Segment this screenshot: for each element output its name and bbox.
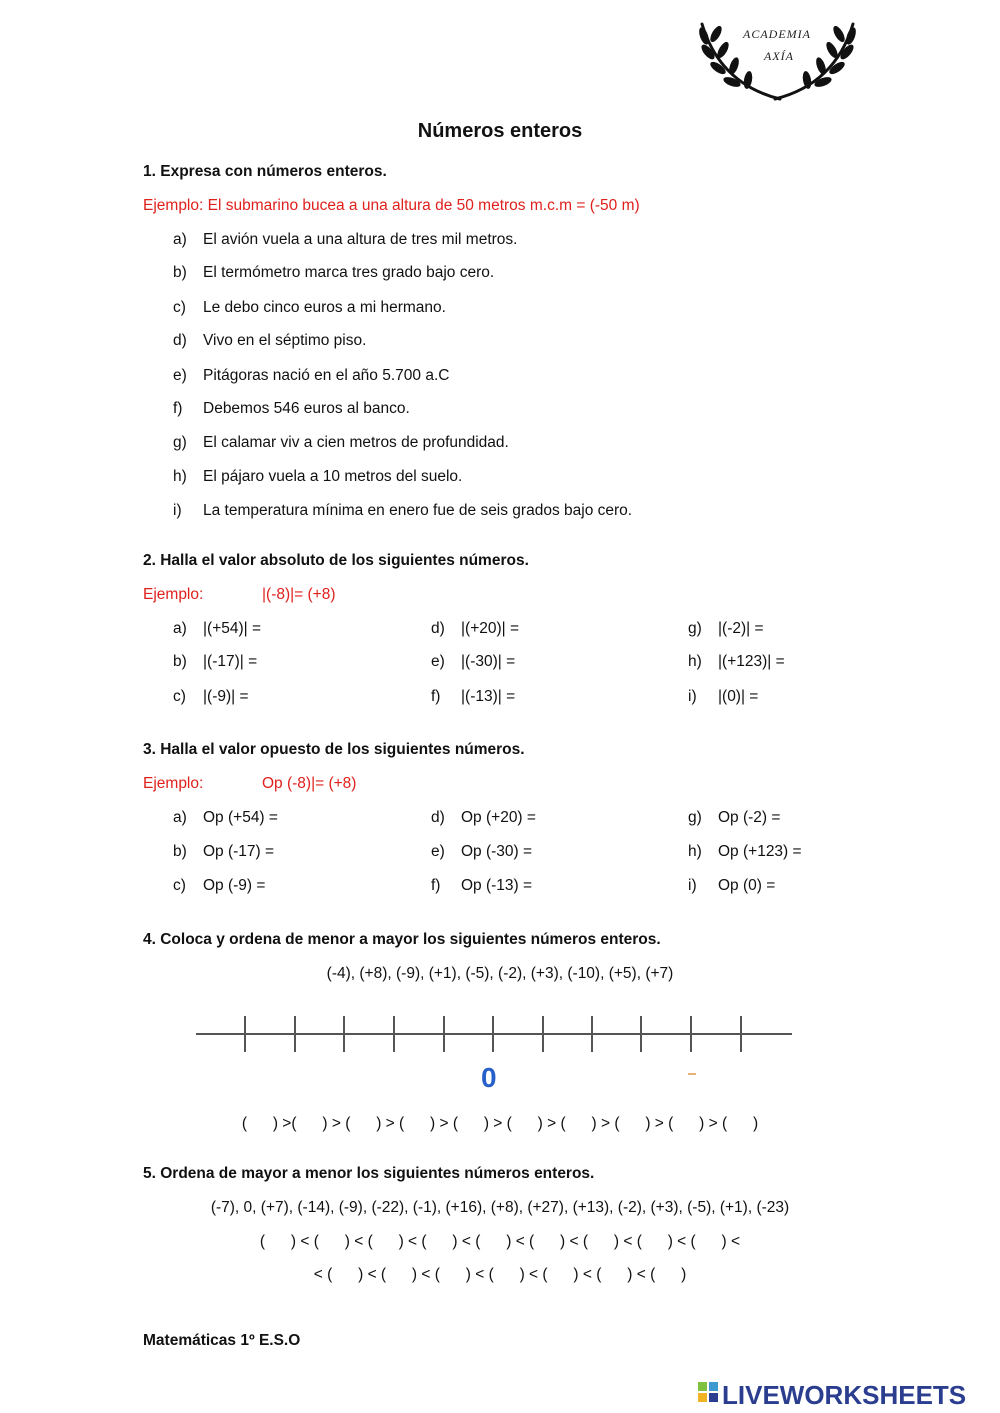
s1-item-e bbox=[173, 367, 449, 385]
section5-numbers: (-7), 0, (+7), (-14), (-9), (-22), (-1), (+16), (+8), (+27), (+13), (-2), (+3), (-5), (+1), (-23) bbox=[210, 1199, 790, 1216]
section2-example-label: Ejemplo: bbox=[143, 586, 204, 603]
item-letter: i) bbox=[688, 877, 697, 894]
section4-numbers: (-4), (+8), (-9), (+1), (-5), (-2), (+3), (-10), (+5), (+7) bbox=[326, 965, 674, 982]
section3-title: 3. Halla el valor opuesto de los siguientes números. bbox=[143, 741, 525, 758]
item-text: |(+20)| = bbox=[461, 620, 520, 637]
s1-item-h bbox=[173, 468, 462, 486]
item-letter: e) bbox=[431, 653, 445, 670]
item-letter: d) bbox=[431, 809, 445, 826]
item-letter: f) bbox=[431, 688, 441, 705]
item-text: Op (-30) = bbox=[461, 843, 533, 860]
item-text: |(-17)| = bbox=[203, 653, 258, 670]
item-text: Op (-17) = bbox=[203, 843, 275, 860]
item-letter: a) bbox=[173, 231, 187, 248]
liveworksheets-watermark bbox=[696, 1376, 996, 1410]
section3-example-value: Op (-8)|= (+8) bbox=[262, 775, 357, 792]
s3-item-i bbox=[688, 877, 775, 895]
section1-title: 1. Expresa con números enteros. bbox=[143, 163, 387, 180]
s2-item-f bbox=[431, 688, 515, 706]
item-text: Op (-9) = bbox=[203, 877, 266, 894]
footer: Matemáticas 1º E.S.O bbox=[143, 1332, 301, 1349]
section4-title: 4. Coloca y ordena de menor a mayor los siguientes números enteros. bbox=[143, 931, 661, 948]
item-letter: i) bbox=[173, 502, 182, 519]
section5-order-line2: < ( ) < ( ) < ( ) < ( ) < ( ) < ( ) < ( ) bbox=[313, 1266, 687, 1283]
s1-item-b bbox=[173, 264, 494, 282]
item-text: El pájaro vuela a 10 metros del suelo. bbox=[203, 468, 463, 485]
zero-label: 0 bbox=[481, 1062, 497, 1093]
watermark-text: LIVEWORKSHEETS bbox=[722, 1380, 967, 1410]
item-letter: h) bbox=[688, 653, 702, 670]
item-text: Op (+123) = bbox=[718, 843, 802, 860]
s1-item-d bbox=[173, 332, 366, 350]
item-text: |(-2)| = bbox=[718, 620, 764, 637]
item-text: |(-30)| = bbox=[461, 653, 516, 670]
s3-item-f bbox=[431, 877, 532, 895]
logo-line2: AXÍA bbox=[764, 49, 794, 63]
page-title: Números enteros bbox=[417, 120, 583, 142]
item-text: |(-9)| = bbox=[203, 688, 249, 705]
item-text: Debemos 546 euros al banco. bbox=[203, 400, 410, 417]
item-text: |(0)| = bbox=[718, 688, 759, 705]
item-text: Op (-13) = bbox=[461, 877, 533, 894]
section5-title: 5. Ordena de mayor a menor los siguientes números enteros. bbox=[143, 1165, 595, 1182]
item-letter: i) bbox=[688, 688, 697, 705]
item-text: La temperatura mínima en enero fue de seis grados bajo cero. bbox=[203, 502, 633, 519]
s1-item-g bbox=[173, 434, 509, 452]
item-letter: b) bbox=[173, 843, 187, 860]
item-letter: a) bbox=[173, 620, 187, 637]
item-text: Op (+54) = bbox=[203, 809, 278, 826]
item-text: Vivo en el séptimo piso. bbox=[203, 332, 367, 349]
item-letter: g) bbox=[688, 809, 702, 826]
item-text: |(+54)| = bbox=[203, 620, 262, 637]
s3-item-e bbox=[431, 843, 532, 861]
s3-item-a bbox=[173, 809, 278, 827]
item-text: |(-13)| = bbox=[461, 688, 516, 705]
s2-item-i bbox=[688, 688, 758, 706]
item-text: Op (+20) = bbox=[461, 809, 536, 826]
s2-item-h bbox=[688, 653, 785, 671]
logo-line1: ACADEMIA bbox=[743, 27, 811, 41]
section2-example-value: |(-8)|= (+8) bbox=[262, 586, 336, 603]
item-text: El termómetro marca tres grado bajo cero. bbox=[203, 264, 495, 281]
item-letter: d) bbox=[431, 620, 445, 637]
item-text: |(+123)| = bbox=[718, 653, 785, 670]
item-text: Op (0) = bbox=[718, 877, 776, 894]
number-line bbox=[190, 1010, 800, 1060]
item-letter: a) bbox=[173, 809, 187, 826]
item-letter: g) bbox=[688, 620, 702, 637]
item-text: Le debo cinco euros a mi hermano. bbox=[203, 299, 446, 316]
section3-example-label: Ejemplo: bbox=[143, 775, 204, 792]
watermark-block bbox=[698, 1382, 707, 1391]
item-text: El avión vuela a una altura de tres mil metros. bbox=[203, 231, 518, 248]
item-letter: c) bbox=[173, 299, 186, 316]
s2-item-e bbox=[431, 653, 515, 671]
s2-item-d bbox=[431, 620, 519, 638]
s1-item-c bbox=[173, 299, 446, 317]
section1-example: Ejemplo: El submarino bucea a una altura de 50 metros m.c.m = (-50 m) bbox=[143, 197, 640, 214]
item-letter: e) bbox=[173, 367, 187, 384]
s1-item-f bbox=[173, 400, 410, 418]
item-letter: c) bbox=[173, 877, 186, 894]
s2-item-b bbox=[173, 653, 257, 671]
item-text: Op (-2) = bbox=[718, 809, 781, 826]
item-letter: e) bbox=[431, 843, 445, 860]
watermark-block bbox=[709, 1393, 718, 1402]
watermark-block bbox=[709, 1382, 718, 1391]
s2-item-g bbox=[688, 620, 764, 638]
academia-axia-logo bbox=[690, 14, 865, 104]
item-letter: f) bbox=[173, 400, 183, 417]
watermark-block bbox=[698, 1393, 707, 1402]
item-letter: h) bbox=[688, 843, 702, 860]
item-text: Pitágoras nació en el año 5.700 a.C bbox=[203, 367, 450, 384]
s3-item-g bbox=[688, 809, 780, 827]
s1-item-a bbox=[173, 231, 517, 249]
s1-item-i bbox=[173, 502, 632, 520]
s2-item-a bbox=[173, 620, 261, 638]
item-letter: f) bbox=[431, 877, 441, 894]
item-letter: g) bbox=[173, 434, 187, 451]
section5-order-line1: ( ) < ( ) < ( ) < ( ) < ( ) < ( ) < ( ) < ( ) < ( ) < bbox=[259, 1233, 741, 1250]
s3-item-d bbox=[431, 809, 536, 827]
s3-item-b bbox=[173, 843, 274, 861]
section2-title: 2. Halla el valor absoluto de los siguientes números. bbox=[143, 552, 529, 569]
item-letter: h) bbox=[173, 468, 187, 485]
item-letter: b) bbox=[173, 653, 187, 670]
stray-mark bbox=[688, 1073, 696, 1075]
s3-item-c bbox=[173, 877, 265, 895]
s2-item-c bbox=[173, 688, 249, 706]
item-letter: d) bbox=[173, 332, 187, 349]
item-letter: c) bbox=[173, 688, 186, 705]
item-letter: b) bbox=[173, 264, 187, 281]
s3-item-h bbox=[688, 843, 802, 861]
item-text: El calamar viv a cien metros de profundidad. bbox=[203, 434, 509, 451]
section4-order-line: ( ) >( ) > ( ) > ( ) > ( ) > ( ) > ( ) > ( ) > ( ) > ( ) bbox=[241, 1115, 759, 1132]
